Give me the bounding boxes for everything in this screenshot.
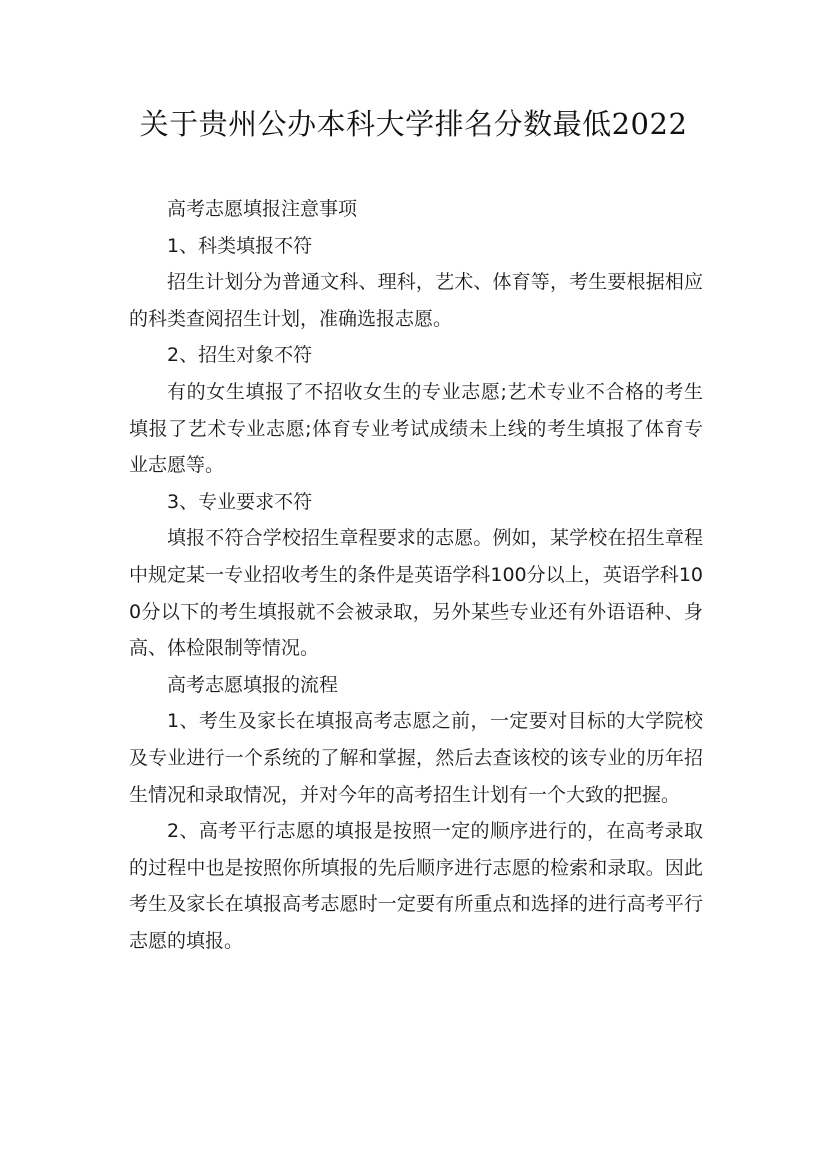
document-title: 关于贵州公办本科大学排名分数最低2022 xyxy=(139,107,688,141)
item-heading-2: 2、招生对象不符 xyxy=(167,344,313,367)
paragraph: 2、高考平行志愿的填报是按照一定的顺序进行的，在高考录取的过程中也是按照你所填报的先后顺序进行志愿的检索和录取。因此考生及家长在填报高考志愿时一定要有所重点和选择的进行高考平行志愿的填报。 xyxy=(129,820,703,952)
paragraph: 有的女生填报了不招收女生的专业志愿;艺术专业不合格的考生填报了艺术专业志愿;体育专业考试成绩未上线的考生填报了体育专业志愿等。 xyxy=(129,380,703,477)
item-heading-1: 1、科类填报不符 xyxy=(167,234,313,257)
paragraph: 填报不符合学校招生章程要求的志愿。例如，某学校在招生章程中规定某一专业招收考生的条件是英语学科100分以上，英语学科100分以下的考生填报就不会被录取，另外某些专业还有外语语种、身高、体检限制等情况。 xyxy=(129,527,703,660)
document-body xyxy=(129,191,703,959)
paragraph: 招生计划分为普通文科、理科，艺术、体育等，考生要根据相应的科类查阅招生计划，准确选报志愿。 xyxy=(129,271,703,330)
section-heading-notes: 高考志愿填报注意事项 xyxy=(167,198,358,220)
paragraph: 1、考生及家长在填报高考志愿之前，一定要对目标的大学院校及专业进行一个系统的了解和掌握，然后去查该校的该专业的历年招生情况和录取情况，并对今年的高考招生计划有一个大致的把握。 xyxy=(129,710,703,806)
section-heading-process: 高考志愿填报的流程 xyxy=(167,673,339,696)
item-heading-3: 3、专业要求不符 xyxy=(167,490,313,513)
